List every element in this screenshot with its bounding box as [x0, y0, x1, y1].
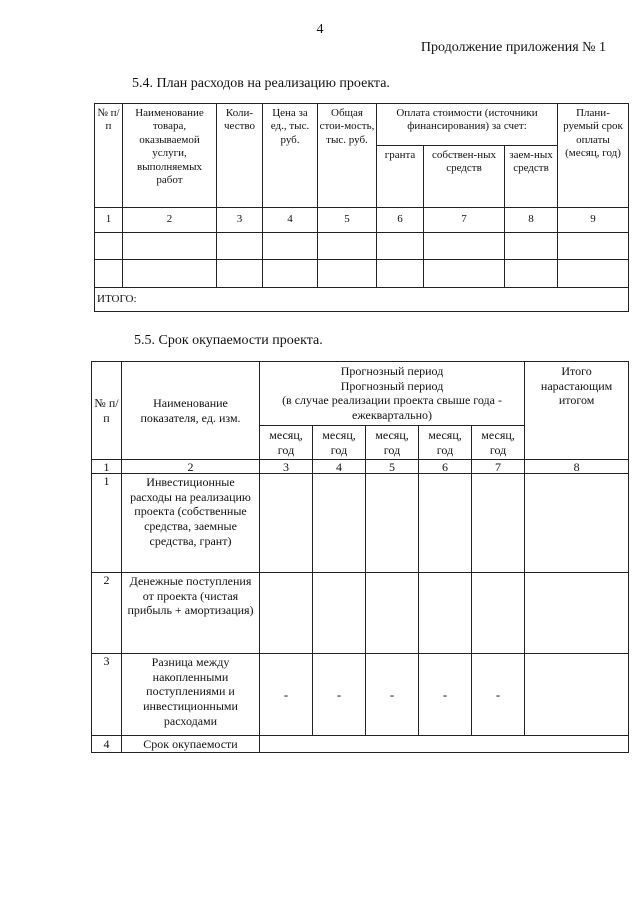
payback-value-cell: [260, 736, 629, 753]
cell-value: -: [366, 654, 419, 736]
indicator-name: Разница между накопленными поступлениями и инвестиционными расходами: [122, 654, 260, 736]
column-number: 6: [377, 208, 424, 233]
payback-period-table: [91, 361, 629, 753]
column-number: 8: [525, 460, 629, 474]
col-name-header: Наименование товара, оказываемой услуги, выполняемых работ: [123, 104, 217, 208]
col-num-header: № п/п: [95, 104, 123, 208]
section-5-4-title: 5.4. План расходов на реализацию проекта.: [132, 76, 390, 91]
expense-plan-table: [94, 103, 629, 312]
page-number: 4: [316, 22, 324, 37]
cell-value: -: [472, 654, 525, 736]
row-number: 3: [92, 654, 122, 736]
row-number: 4: [92, 736, 122, 753]
appendix-label: Продолжение приложения № 1: [420, 40, 606, 55]
column-number: 5: [318, 208, 377, 233]
total-label: ИТОГО:: [95, 288, 629, 312]
column-number: 7: [424, 208, 505, 233]
col-price-header: Цена за ед., тыс. руб.: [263, 104, 318, 208]
column-number: 6: [419, 460, 472, 474]
col-own-header: собствен-ных средств: [424, 146, 505, 208]
column-number: 7: [472, 460, 525, 474]
table-row: [92, 573, 629, 654]
cell-value: -: [260, 654, 313, 736]
cell-value: -: [419, 654, 472, 736]
column-number: 5: [366, 460, 419, 474]
col-payment-header: Оплата стоимости (источники финансирования) за счет:: [377, 104, 558, 146]
col-num-header: № п/п: [92, 362, 122, 460]
column-number: 1: [95, 208, 123, 233]
indicator-name: Инвестиционные расходы на реализацию проекта (собственные средства, заемные средства, грант): [122, 474, 260, 573]
table-row: [95, 260, 629, 288]
col-grant-header: гранта: [377, 146, 424, 208]
column-number: 4: [313, 460, 366, 474]
column-number: 1: [92, 460, 122, 474]
col-name-header: Наименование показателя, ед. изм.: [122, 362, 260, 460]
column-number: 3: [260, 460, 313, 474]
column-number: 2: [122, 460, 260, 474]
month-year-header: месяц, год: [419, 426, 472, 460]
forecast-period-line-1: Прогнозный период: [340, 364, 444, 378]
month-year-header: месяц, год: [472, 426, 525, 460]
table-row: [95, 233, 629, 260]
row-number: 1: [92, 474, 122, 573]
table-row: [92, 736, 629, 753]
forecast-period-header: [260, 362, 525, 426]
forecast-period-note: (в случае реализации проекта свыше года - ежеквартально): [282, 393, 502, 422]
column-number: 3: [217, 208, 263, 233]
month-year-header: месяц, год: [313, 426, 366, 460]
table-row: [92, 474, 629, 573]
col-loan-header: заем-ных средств: [505, 146, 558, 208]
indicator-name: Срок окупаемости: [122, 736, 260, 753]
forecast-period-line-2: Прогнозный период: [340, 378, 444, 393]
column-number: 8: [505, 208, 558, 233]
column-number: 9: [558, 208, 629, 233]
month-year-header: месяц, год: [260, 426, 313, 460]
column-number: 4: [263, 208, 318, 233]
indicator-name: Денежные поступления от проекта (чистая прибыль + амортизация): [122, 573, 260, 654]
table-row: [92, 654, 629, 736]
col-total-header: Общая стои-мость, тыс. руб.: [318, 104, 377, 208]
month-year-header: месяц, год: [366, 426, 419, 460]
row-number: 2: [92, 573, 122, 654]
column-number: 2: [123, 208, 217, 233]
cumulative-total-header: Итого нарастающим итогом: [525, 362, 629, 460]
col-qty-header: Коли-чество: [217, 104, 263, 208]
col-planned-header: Плани-руемый срок оплаты (месяц, год): [558, 104, 629, 208]
cell-value: -: [313, 654, 366, 736]
section-5-5-title: 5.5. Срок окупаемости проекта.: [134, 333, 323, 348]
